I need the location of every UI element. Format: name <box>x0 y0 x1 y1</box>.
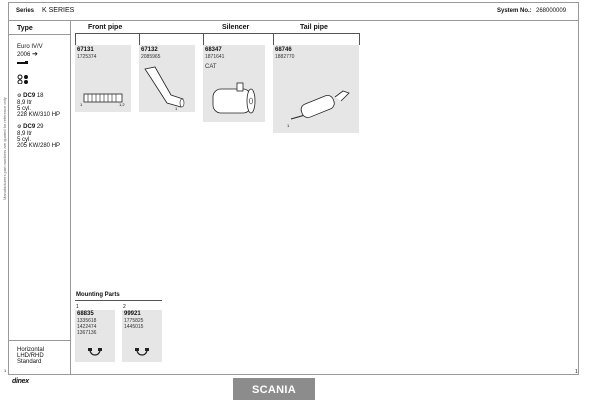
part-reference: 1725374 <box>77 54 97 60</box>
euro-year: 2006 <box>17 52 31 58</box>
part-note: CAT <box>205 64 217 70</box>
mounting-parts-title: Mounting Parts <box>76 292 120 298</box>
part-number: 99921 <box>124 311 141 317</box>
connector-3 <box>203 33 204 45</box>
engine-2-line-3: 205 KW/280 HP <box>17 143 61 149</box>
system-value: 268000009 <box>536 8 567 14</box>
front-pipe-bend-drawing <box>141 65 193 111</box>
part-reference: 1775825 <box>124 318 144 324</box>
engine-2-code: DC9 <box>23 124 36 130</box>
type-divider <box>8 34 71 35</box>
engine-icon: ⚙ <box>17 93 22 99</box>
engine-1-code: DC9 <box>23 93 36 99</box>
type-label: Type <box>17 25 33 32</box>
engine-2-line-2: 5 cyl. <box>17 137 32 143</box>
part-number: 68835 <box>77 311 94 317</box>
engine-2-header <box>17 124 44 131</box>
section-front-pipe: Front pipe <box>88 24 123 31</box>
engine-1-header <box>17 93 44 100</box>
section-underline <box>75 33 360 34</box>
connector-2 <box>139 33 140 45</box>
section-silencer: Silencer <box>222 24 250 31</box>
section-tail-pipe: Tail pipe <box>300 24 328 31</box>
page-number: 1 <box>575 369 578 375</box>
part-number: 68347 <box>205 47 222 53</box>
engine-1-num: 18 <box>36 93 44 99</box>
system-label: System No.: <box>497 8 532 14</box>
reference-note: Manufacturers part numbers are quoted for reference only <box>2 97 7 200</box>
brand-banner: SCANIA <box>233 378 315 400</box>
engine-2-line-1: 8,9 ltr <box>17 131 33 137</box>
part-card[interactable] <box>139 45 195 112</box>
series-value: K SERIES <box>42 7 75 14</box>
arrow-right-icon: ➔ <box>32 51 38 58</box>
sidebar-footer-divider <box>8 340 71 341</box>
engine-1-line-1: 8,9 ltr <box>17 100 33 106</box>
series-label: Series <box>16 8 35 14</box>
svg-text:1: 1 <box>80 102 83 107</box>
engine-1-line-3: 228 KW/310 HP <box>17 112 61 118</box>
part-reference: 2085965 <box>141 54 161 60</box>
svg-text:1,2: 1,2 <box>119 102 125 107</box>
part-reference: 1882770 <box>275 54 295 60</box>
mount-card[interactable] <box>122 310 162 362</box>
silencer-drawing <box>207 81 261 119</box>
front-pipe-flex-drawing <box>79 89 127 109</box>
part-reference: 1871641 <box>205 54 225 60</box>
part-card[interactable] <box>75 45 131 112</box>
dinex-logo: dinex <box>12 378 29 385</box>
engine-1-line-2: 5 cyl. <box>17 106 32 112</box>
part-reference: 1367136 <box>77 330 97 336</box>
svg-text:1: 1 <box>287 123 290 128</box>
footer-line-2: LHD/RHD <box>17 353 44 359</box>
mount-pos: 1 <box>76 304 79 310</box>
chassis-icon <box>17 61 29 66</box>
part-card[interactable] <box>203 45 265 122</box>
footer-line-3: Standard <box>17 359 42 365</box>
footer-line-1: Horizontal <box>17 347 45 353</box>
engine-icon: ⚙ <box>17 124 22 130</box>
part-reference: 1445015 <box>124 324 144 330</box>
connector-4 <box>273 33 274 45</box>
mount-pos: 2 <box>123 304 126 310</box>
mount-card[interactable] <box>75 310 115 362</box>
left-marker: 1 <box>4 368 7 373</box>
sidebar-divider <box>70 20 71 375</box>
mounting-underline <box>75 300 162 301</box>
part-number: 67132 <box>141 47 158 53</box>
part-reference: 1422474 <box>77 324 97 330</box>
part-card[interactable] <box>273 45 359 133</box>
clamp-icon <box>87 346 103 359</box>
header-divider <box>8 20 579 21</box>
axle-config-icon <box>17 74 31 84</box>
connector-5 <box>359 33 360 45</box>
part-reference: 1335618 <box>77 318 97 324</box>
tail-pipe-drawing <box>281 81 355 129</box>
euro-line2 <box>17 51 38 59</box>
engine-2-num: 29 <box>36 124 44 130</box>
svg-text:1: 1 <box>175 106 178 111</box>
part-number: 67131 <box>77 47 94 53</box>
euro-line1: Euro IV/V <box>17 44 43 50</box>
part-number: 68746 <box>275 47 292 53</box>
clamp-icon <box>134 346 150 359</box>
connector-1 <box>75 33 76 45</box>
